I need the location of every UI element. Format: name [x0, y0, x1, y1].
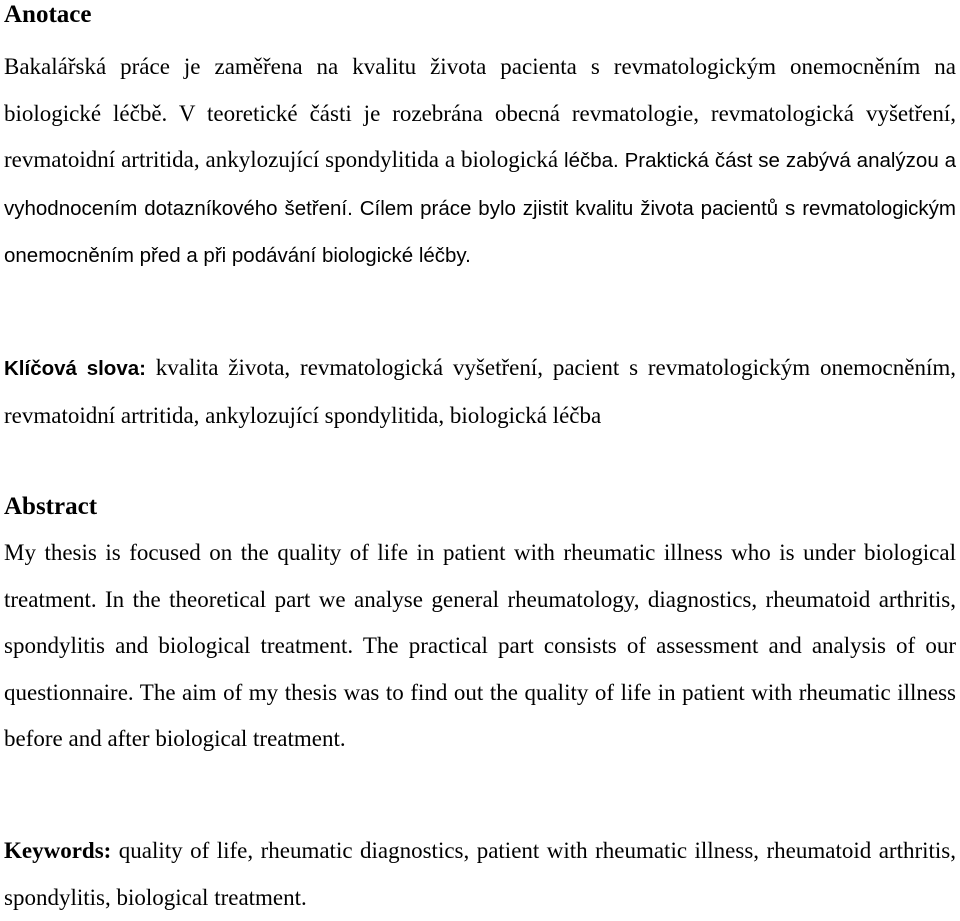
anotace-heading: Anotace	[4, 1, 92, 28]
klicova-slova-label: Klíčová slova:	[4, 357, 146, 380]
anotace-paragraph	[4, 44, 956, 280]
klicova-slova-text: kvalita života, revmatologická vyšetření, pacient s revmatologickým onemocněním, revmatoidní artritida, ankylozující spondylitida, biologická léčba	[4, 355, 956, 428]
klicova-slova-paragraph	[4, 345, 956, 439]
abstract-paragraph: My thesis is focused on the quality of life in patient with rheumatic illness who is under biological treatment. In the theoretical part we analyse general rheumatology, diagnostics, rheumatoid arthritis, spondylitis and biological treatment. The practical part consists of assessment and analysis of our questionnaire. The aim of my thesis was to find out the quality of life in patient with rheumatic illness before and after biological treatment.	[4, 540, 956, 751]
anotace-text-serif: Bakalářská práce je zaměřena na kvalitu života pacienta s revmatologickým onemocněním na biologické léčbě. V teoretické části je rozebrána obecná revmatologie, revmatologická vyšetření, revmatoidní artritida, ankylozující spondylitida a biologická	[4, 54, 956, 172]
keywords-label: Keywords:	[4, 838, 112, 863]
keywords-text: quality of life, rheumatic diagnostics, patient with rheumatic illness, rheumatoid arthritis, spondylitis, biological treatment.	[4, 838, 956, 910]
abstract-heading: Abstract	[4, 493, 98, 520]
anotace-text-sans: léčba. Praktická část se zabývá analýzou a vyhodnocením dotazníkového šetření. Cílem práce bylo zjistit kvalitu života pacientů s revmatologickým onemocněním před a při podávání biologické léčby.	[4, 149, 957, 267]
keywords-paragraph	[4, 828, 956, 921]
